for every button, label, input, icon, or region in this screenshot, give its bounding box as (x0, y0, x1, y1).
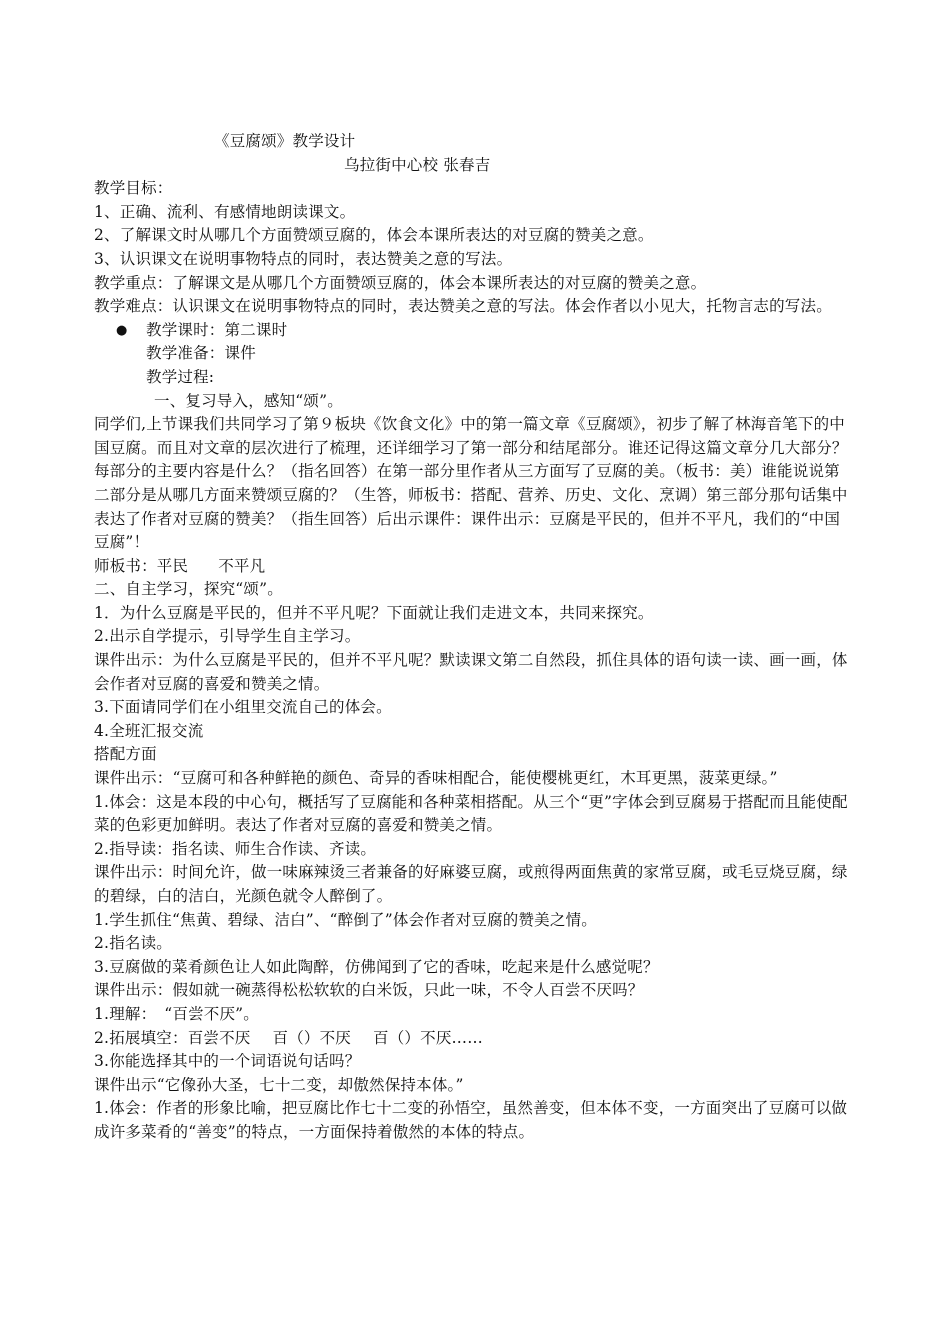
goals-heading: 教学目标： (94, 179, 173, 198)
document-body (94, 130, 854, 1145)
section-2-item-1: 1．为什么豆腐是平民的，但并不平凡呢？下面就让我们走进文本，共同来探究。 (94, 603, 654, 622)
goal-item-2: 2、了解课文时从哪几个方面赞颂豆腐的，体会本课所表达的对豆腐的赞美之意。 (94, 226, 654, 245)
section-1-paragraph: 同学们,上节课我们共同学习了第９板块《饮食文化》中的第一篇文章《豆腐颂》，初步了解了林海音笔下的中国豆腐。而且对文章的层次进行了梳理，还详细学习了第一部分和结尾部分。谁还记得这篇文章分几大部分？每部分的主要内容是什么？（指名回答）在第一部分里作者从三方面写了豆腐的美。（板书：美）谁能说说第二部分是从哪几方面来赞颂豆腐的？（生答，师板书：搭配、营养、历史、文化、烹调）第三部分那句话集中表达了作者对豆腐的赞美？（指生回答）后出示课件：课件出示：豆腐是平民的，但并不平凡，我们的“中国豆腐”！ (94, 415, 848, 552)
fill-blank-2: 百（）不厌…… (373, 1028, 483, 1047)
document-title: 《豆腐颂》教学设计 (214, 132, 356, 150)
key-point: 教学重点：了解课文是从哪几个方面赞颂豆腐的，体会本课所表达的对豆腐的赞美之意。 (94, 273, 707, 292)
match-point-a2: 2.指导读：指名读、师生合作读、齐读。 (94, 839, 377, 858)
match-courseware-1: 课件出示：“豆腐可和各种鲜艳的颜色、奇异的香味相配合，能使樱桃更红，木耳更黑，菠菜更绿。” (94, 769, 778, 788)
match-point-c2 (94, 1027, 854, 1051)
section-2-item-3: 3.下面请同学们在小组里交流自己的体会。 (94, 698, 392, 717)
fill-blank-label: 2.拓展填空：百尝不厌 (94, 1028, 251, 1047)
section-2-title: 二、自主学习，探究“颂”。 (94, 580, 283, 599)
difficulty: 教学难点：认识课文在说明事物特点的同时，表达赞美之意的写法。体会作者以小见大，托物言志的写法。 (94, 297, 832, 316)
match-point-b3: 3.豆腐做的菜肴颜色让人如此陶醉，仿佛闻到了它的香味，吃起来是什么感觉呢？ (94, 957, 659, 976)
period-line (94, 319, 854, 343)
match-courseware-3: 课件出示：假如就一碗蒸得松松软软的白米饭，只此一味，不令人百尝不厌吗？ (94, 981, 644, 1000)
match-point-c1: 1.理解： “百尝不厌”。 (94, 1004, 259, 1023)
fill-blank-1: 百（）不厌 (272, 1028, 352, 1047)
match-point-a1: 1.体会：这是本段的中心句，概括写了豆腐能和各种菜相搭配。从三个“更”字体会到豆腐易于搭配而且能使配菜的色彩更加鲜明。表达了作者对豆腐的喜爱和赞美之情。 (94, 792, 848, 835)
preparation-line: 教学准备：课件 (146, 344, 256, 363)
match-courseware-2: 课件出示：时间允许，做一味麻辣烫三者兼备的好麻婆豆腐，或煎得两面焦黄的家常豆腐，或毛豆烧豆腐，绿的碧绿，白的洁白，光颜色就令人醉倒了。 (94, 863, 848, 905)
match-courseware-4: 课件出示“它像孙大圣，七十二变，却傲然保持本体。” (94, 1075, 464, 1094)
match-heading: 搭配方面 (94, 745, 157, 764)
document-author: 乌拉街中心校 张春吉 (344, 155, 491, 174)
goal-item-3: 3、认识课文在说明事物特点的同时，表达赞美之意的写法。 (94, 249, 513, 268)
board-value: 不平凡 (218, 556, 266, 575)
process-line: 教学过程: (146, 367, 215, 386)
match-point-b2: 2.指名读。 (94, 934, 172, 953)
goal-item-1: 1、正确、流利、有感情地朗读课文。 (94, 202, 356, 221)
match-point-c3: 3.你能选择其中的一个词语说句话吗？ (94, 1052, 361, 1071)
period-text: 教学课时：第二课时 (146, 320, 288, 339)
bullet-icon: ● (116, 322, 128, 338)
section-2-item-4: 4.全班汇报交流 (94, 721, 204, 740)
match-point-d1: 1.体会：作者的形象比喻，把豆腐比作七十二变的孙悟空，虽然善变，但本体不变，一方面突出了豆腐可以做成许多菜肴的“善变”的特点，一方面保持着傲然的本体的特点。 (94, 1099, 848, 1141)
board-writing (94, 555, 854, 579)
section-1-title: 一、复习导入，感知“颂”。 (154, 391, 343, 410)
match-point-b1: 1.学生抓住“焦黄、碧绿、洁白”、“醉倒了”体会作者对豆腐的赞美之情。 (94, 910, 597, 929)
section-2-item-2: 2.出示自学提示，引导学生自主学习。 (94, 627, 361, 646)
board-label: 师板书：平民 (94, 556, 189, 575)
section-2-courseware: 课件出示：为什么豆腐是平民的，但并不平凡呢？默读课文第二自然段，抓住具体的语句读一读、画一画，体会作者对豆腐的喜爱和赞美之情。 (94, 651, 848, 693)
